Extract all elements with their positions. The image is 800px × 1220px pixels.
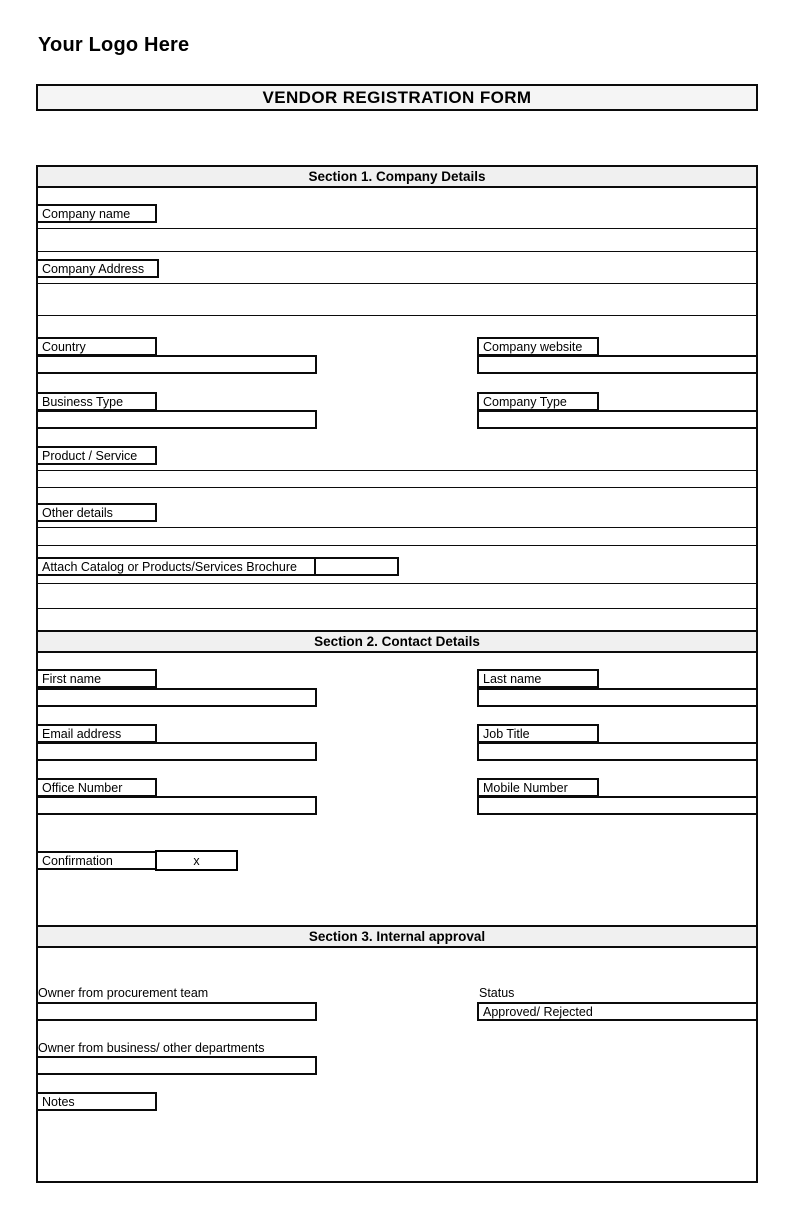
last-name-label: Last name [477, 669, 599, 688]
mobile-number-input[interactable] [477, 796, 758, 815]
ruled-line [36, 608, 758, 609]
product-service-label: Product / Service [36, 446, 157, 465]
form-title-bar [36, 84, 758, 111]
mobile-number-label: Mobile Number [477, 778, 599, 797]
section2-header-label: Section 2. Contact Details [314, 634, 480, 649]
ruled-line [36, 487, 758, 488]
confirmation-label: Confirmation [36, 851, 157, 870]
ruled-line [36, 545, 758, 546]
owner-business-input[interactable] [36, 1056, 317, 1075]
status-label: Status [479, 986, 515, 1000]
section3-header [36, 925, 758, 948]
office-number-label: Office Number [36, 778, 157, 797]
ruled-line [36, 583, 758, 584]
section1-header-label: Section 1. Company Details [308, 169, 486, 184]
owner-procurement-input[interactable] [36, 1002, 317, 1021]
section2-header [36, 630, 758, 653]
ruled-line [36, 228, 758, 229]
job-title-label: Job Title [477, 724, 599, 743]
job-title-input[interactable] [477, 742, 758, 761]
company-type-input[interactable] [477, 410, 758, 429]
ruled-line [36, 470, 758, 471]
notes-label: Notes [36, 1092, 157, 1111]
section3-header-label: Section 3. Internal approval [308, 929, 486, 944]
confirmation-checkbox[interactable]: x [155, 850, 238, 871]
form-title: VENDOR REGISTRATION FORM [262, 87, 532, 107]
attach-catalog-label: Attach Catalog or Products/Services Brochure [36, 557, 316, 576]
first-name-input[interactable] [36, 688, 317, 707]
attach-file-box[interactable] [314, 557, 399, 576]
country-label: Country [36, 337, 157, 356]
company-address-label: Company Address [36, 259, 159, 278]
owner-business-label: Owner from business/ other departments [38, 1041, 265, 1055]
ruled-line [36, 527, 758, 528]
other-details-label: Other details [36, 503, 157, 522]
company-name-label: Company name [36, 204, 157, 223]
company-website-input[interactable] [477, 355, 758, 374]
country-input[interactable] [36, 355, 317, 374]
owner-procurement-label: Owner from procurement team [38, 986, 209, 1000]
ruled-line [36, 251, 758, 252]
logo-text: Your Logo Here [38, 34, 190, 56]
business-type-label: Business Type [36, 392, 157, 411]
section1-header [36, 165, 758, 188]
email-address-input[interactable] [36, 742, 317, 761]
ruled-line [36, 315, 758, 316]
company-website-label: Company website [477, 337, 599, 356]
last-name-input[interactable] [477, 688, 758, 707]
status-value[interactable]: Approved/ Rejected [477, 1002, 758, 1021]
notes-area[interactable] [38, 1112, 756, 1181]
ruled-line [36, 283, 758, 284]
first-name-label: First name [36, 669, 157, 688]
office-number-input[interactable] [36, 796, 317, 815]
business-type-input[interactable] [36, 410, 317, 429]
company-type-label: Company Type [477, 392, 599, 411]
email-address-label: Email address [36, 724, 157, 743]
